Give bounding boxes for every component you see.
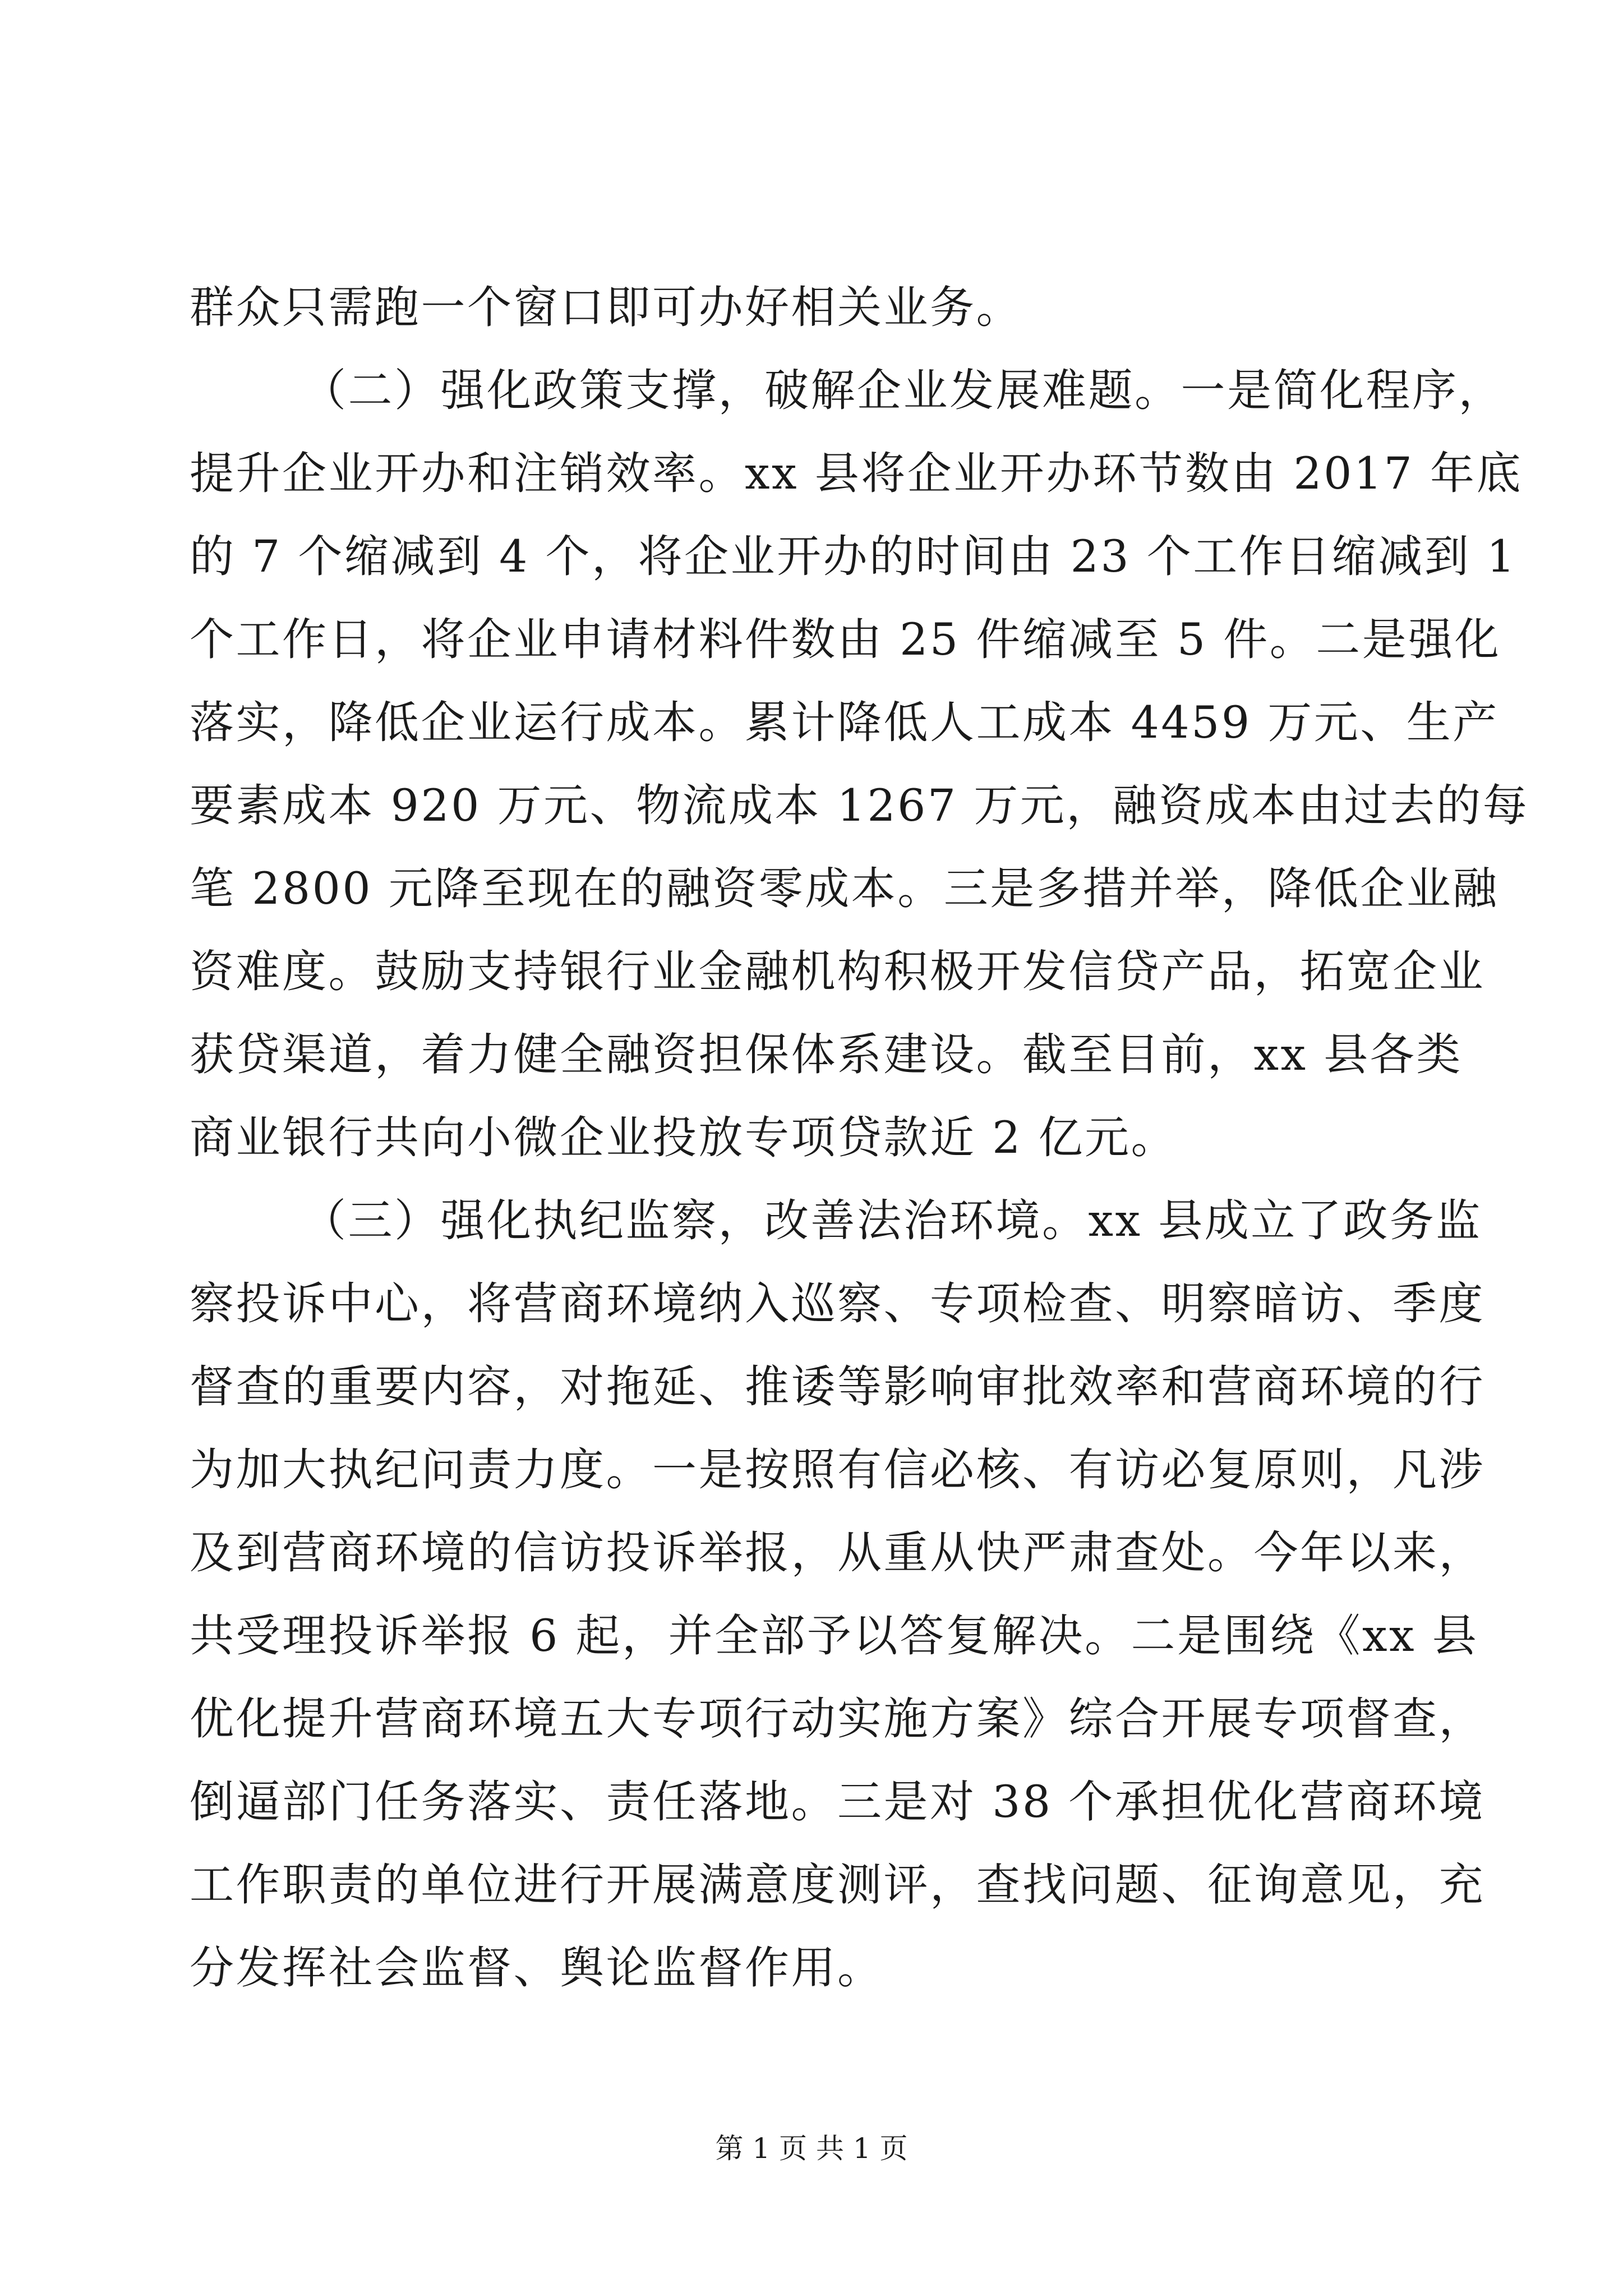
text-line: （三）强化执纪监察，改善法治环境。xx 县成立了政务监 [302, 1195, 1482, 1246]
text-line: 资难度。鼓励支持银行业金融机构积极开发信贷产品，拓宽企业 [190, 946, 1485, 997]
document-body [190, 266, 1529, 2009]
text-line: 获贷渠道，着力健全融资担保体系建设。截至目前，xx 县各类 [190, 1029, 1463, 1080]
text-line: 提升企业开办和注销效率。xx 县将企业开办环节数由 2017 年底 [190, 448, 1523, 499]
text-line: 个工作日，将企业申请材料件数由 25 件缩减至 5 件。二是强化 [190, 614, 1501, 665]
text-line: 督查的重要内容，对拖延、推诿等影响审批效率和营商环境的行 [190, 1361, 1485, 1412]
text-line: 的 7 个缩减到 4 个，将企业开办的时间由 23 个工作日缩减到 1 [190, 531, 1517, 582]
text-line: 分发挥社会监督、舆论监督作用。 [190, 1942, 884, 1994]
text-line: （二）强化政策支撑，破解企业发展难题。一是简化程序， [302, 365, 1505, 416]
text-line: 工作职责的单位进行开展满意度测评，查找问题、征询意见，充 [190, 1859, 1485, 1911]
text-line: 及到营商环境的信访投诉举报，从重从快严肃查处。今年以来， [190, 1527, 1485, 1579]
text-line: 共受理投诉举报 6 起，并全部予以答复解决。二是围绕《xx 县 [190, 1610, 1479, 1662]
text-line: 倒逼部门任务落实、责任落地。三是对 38 个承担优化营商环境 [190, 1776, 1485, 1828]
text-line: 要素成本 920 万元、物流成本 1267 万元，融资成本由过去的每 [190, 780, 1529, 831]
text-line: 察投诉中心，将营商环境纳入巡察、专项检查、明察暗访、季度 [190, 1278, 1485, 1329]
page-number-footer: 第 1 页 共 1 页 [715, 2132, 908, 2165]
text-line: 优化提升营商环境五大专项行动实施方案》综合开展专项督查， [190, 1693, 1485, 1745]
text-line: 为加大执纪问责力度。一是按照有信必核、有访必复原则，凡涉 [190, 1444, 1485, 1496]
text-line: 落实，降低企业运行成本。累计降低人工成本 4459 万元、生产 [190, 697, 1499, 748]
text-line: 笔 2800 元降至现在的融资零成本。三是多措并举，降低企业融 [190, 863, 1499, 914]
text-line: 群众只需跑一个窗口即可办好相关业务。 [190, 282, 1022, 333]
text-line: 商业银行共向小微企业投放专项贷款近 2 亿元。 [190, 1112, 1177, 1163]
